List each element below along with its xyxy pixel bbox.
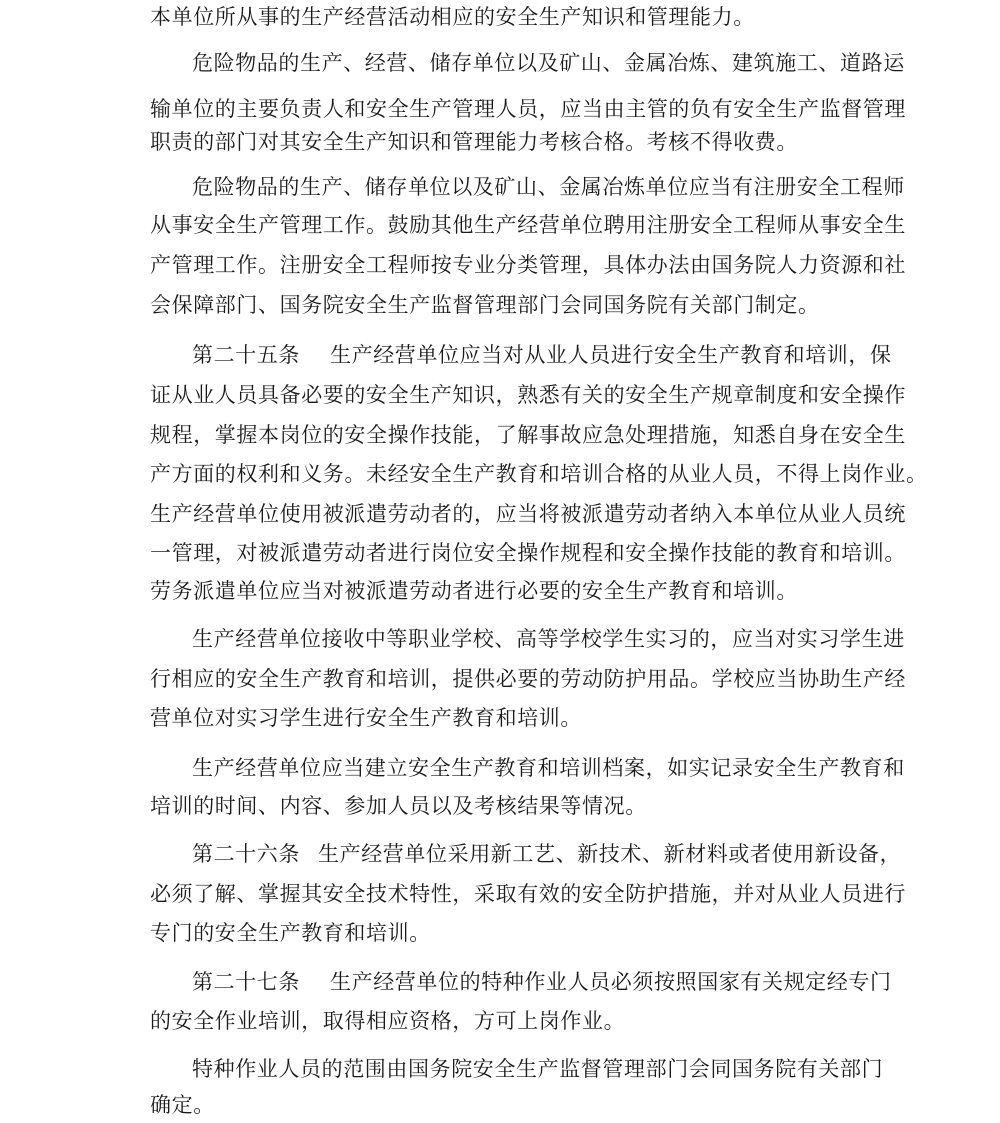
text-line: 产方面的权利和义务。未经安全生产教育和培训合格的从业人员，不得上岗作业。 <box>150 462 928 486</box>
text-line: 会保障部门、国务院安全生产监督管理部门会同国务院有关部门制定。 <box>150 293 820 317</box>
text-line: 的安全作业培训，取得相应资格，方可上岗作业。 <box>150 1009 626 1033</box>
text-line: 生产经营单位使用被派遣劳动者的，应当将被派遣劳动者纳入本单位从业人员统 <box>150 502 906 526</box>
text-line: 必须了解、掌握其安全技术特性，采取有效的安全防护措施，并对从业人员进行 <box>150 882 906 906</box>
text-line: 生产经营单位应当建立安全生产教育和培训档案，如实记录安全生产教育和 <box>192 756 905 780</box>
text-line: 营单位对实习学生进行安全生产教育和培训。 <box>150 706 582 730</box>
text-line: 规程，掌握本岗位的安全操作技能，了解事故应急处理措施，知悉自身在安全生 <box>150 423 906 447</box>
text-line: 职责的部门对其安全生产知识和管理能力考核合格。考核不得收费。 <box>150 130 798 154</box>
text-line: 危险物品的生产、经营、储存单位以及矿山、金属冶炼、建筑施工、道路运 <box>192 51 905 75</box>
article-text: 生产经营单位的特种作业人员必须按照国家有关规定经专门 <box>330 970 892 994</box>
text-line: 从事安全生产管理工作。鼓励其他生产经营单位聘用注册安全工程师从事安全生 <box>150 213 906 237</box>
text-line: 产管理工作。注册安全工程师按专业分类管理，具体办法由国务院人力资源和社 <box>150 253 906 277</box>
text-line: 输单位的主要负责人和安全生产管理人员，应当由主管的负有安全生产监督管理 <box>150 97 906 121</box>
text-line: 一管理，对被派遣劳动者进行岗位安全操作规程和安全操作技能的教育和培训。 <box>150 541 906 565</box>
article-number: 第二十七条 <box>192 970 300 994</box>
article-line <box>192 340 892 370</box>
text-line: 证从业人员具备必要的安全生产知识，熟悉有关的安全生产规章制度和安全操作 <box>150 383 906 407</box>
text-line: 专门的安全生产教育和培训。 <box>150 921 431 945</box>
article-text: 生产经营单位应当对从业人员进行安全生产教育和培训，保 <box>330 343 892 367</box>
article-number: 第二十六条 <box>192 842 300 866</box>
text-line: 行相应的安全生产教育和培训，提供必要的劳动防护用品。学校应当协助生产经 <box>150 667 906 691</box>
article-line <box>192 839 901 869</box>
text-line: 生产经营单位接收中等职业学校、高等学校学生实习的，应当对实习学生进 <box>192 627 905 651</box>
text-line: 培训的时间、内容、参加人员以及考核结果等情况。 <box>150 794 647 818</box>
text-line: 危险物品的生产、储存单位以及矿山、金属冶炼单位应当有注册安全工程师 <box>192 175 905 199</box>
text-line: 特种作业人员的范围由国务院安全生产监督管理部门会同国务院有关部门 <box>192 1057 884 1081</box>
text-line: 劳务派遣单位应当对被派遣劳动者进行必要的安全生产教育和培训。 <box>150 579 798 603</box>
article-line <box>192 967 892 997</box>
article-number: 第二十五条 <box>192 343 300 367</box>
text-line: 本单位所从事的生产经营活动相应的安全生产知识和管理能力。 <box>150 5 755 29</box>
text-line: 确定。 <box>150 1093 215 1117</box>
article-text: 生产经营单位采用新工艺、新技术、新材料或者使用新设备， <box>318 842 902 866</box>
